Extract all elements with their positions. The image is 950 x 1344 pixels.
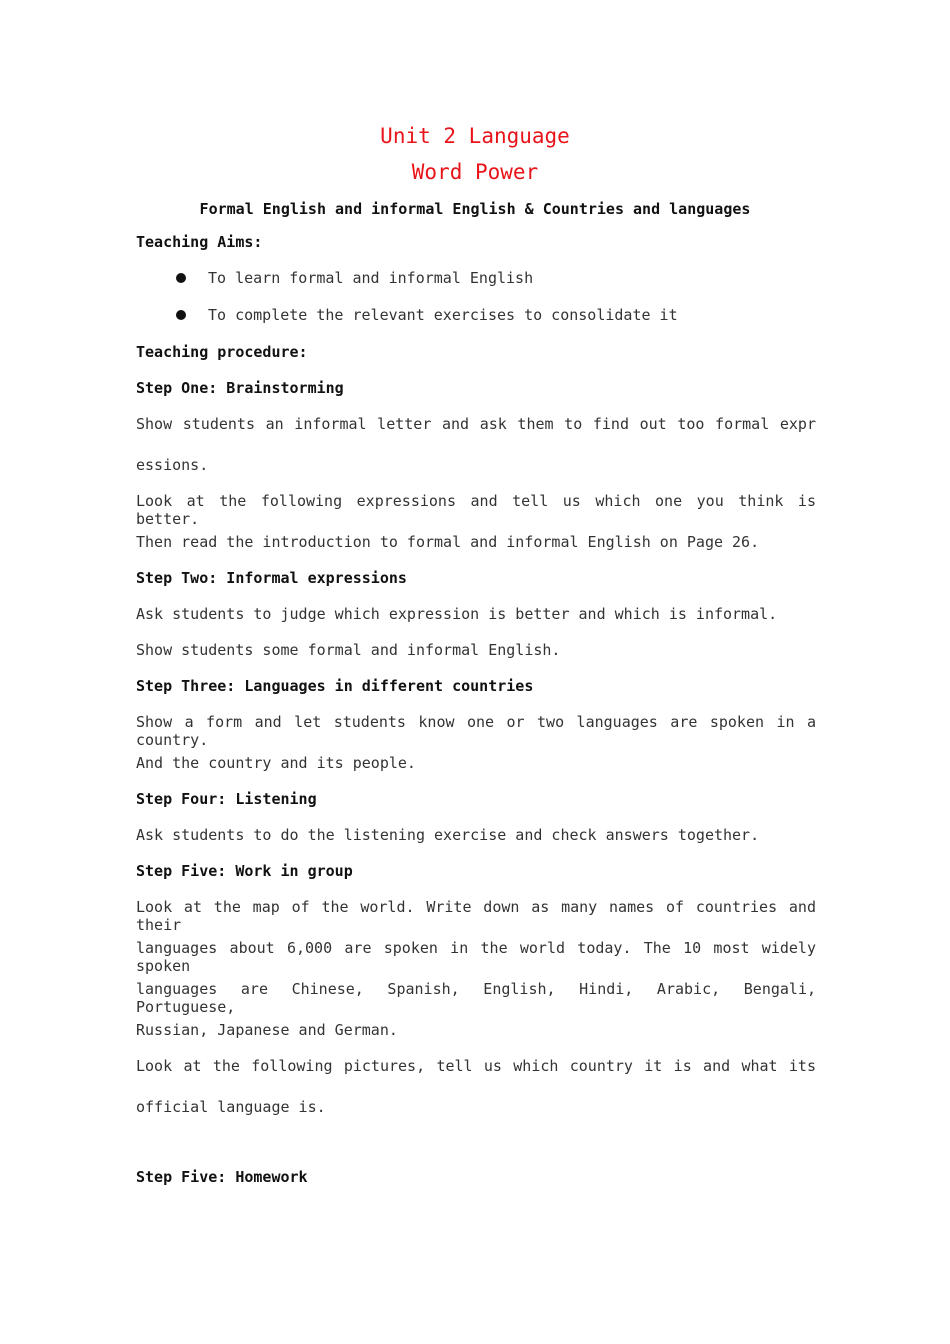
- step-text: languages are Chinese, Spanish, English, Hindi, Arabic, Bengali, Portuguese,: [136, 980, 816, 1016]
- topic-line: Formal English and informal English & Countries and languages: [199, 200, 751, 218]
- step-text: Look at the following expressions and tell us which one you think is better.: [136, 492, 816, 528]
- aims-heading: Teaching Aims:: [136, 233, 263, 251]
- step-text: Ask students to judge which expression is better and which is informal.: [136, 605, 778, 623]
- step-heading: Step Two: Informal expressions: [136, 569, 407, 587]
- procedure-heading: Teaching procedure:: [136, 343, 308, 361]
- step-text: Show students an informal letter and ask them to find out too formal expr: [136, 415, 816, 433]
- step-heading: Step One: Brainstorming: [136, 379, 344, 397]
- step-text: Look at the map of the world. Write down as many names of countries and their: [136, 898, 816, 934]
- bullet-icon: [176, 273, 186, 283]
- step-heading: Step Five: Homework: [136, 1168, 308, 1186]
- step-text: Show a form and let students know one or two languages are spoken in a country.: [136, 713, 816, 749]
- step-text: Look at the following pictures, tell us which country it is and what its: [136, 1057, 816, 1075]
- step-heading: Step Three: Languages in different countries: [136, 677, 534, 695]
- bullet-icon: [176, 310, 186, 320]
- aim-item: To complete the relevant exercises to consolidate it: [208, 306, 678, 324]
- step-text: Russian, Japanese and German.: [136, 1021, 398, 1039]
- step-heading: Step Four: Listening: [136, 790, 317, 808]
- step-text: Ask students to do the listening exercise and check answers together.: [136, 826, 760, 844]
- aim-item: To learn formal and informal English: [208, 269, 534, 287]
- step-text: And the country and its people.: [136, 754, 416, 772]
- step-text: official language is.: [136, 1098, 326, 1116]
- step-text: essions.: [136, 456, 209, 474]
- unit-title: Unit 2 Language: [380, 124, 570, 148]
- step-text: Show students some formal and informal English.: [136, 641, 561, 659]
- step-text: languages about 6,000 are spoken in the world today. The 10 most widely spoken: [136, 939, 816, 975]
- step-heading: Step Five: Work in group: [136, 862, 353, 880]
- step-text: Then read the introduction to formal and informal English on Page 26.: [136, 533, 760, 551]
- lesson-title: Word Power: [411, 160, 539, 184]
